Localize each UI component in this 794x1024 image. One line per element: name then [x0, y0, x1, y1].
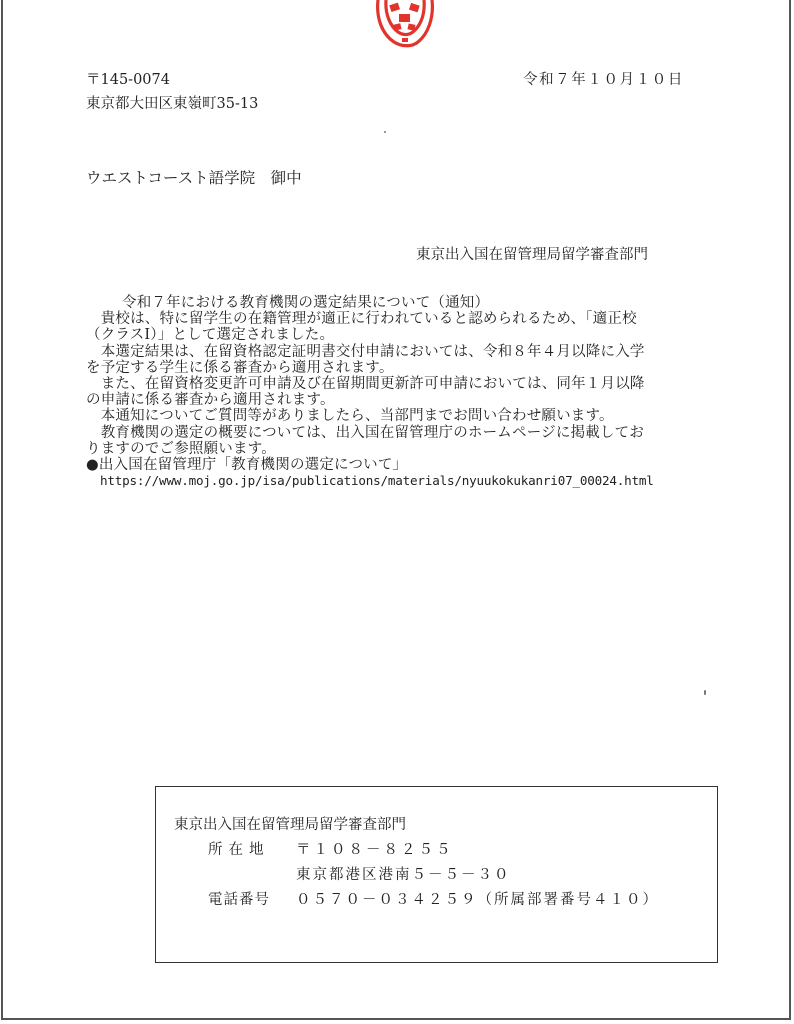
phone-label: 電話番号	[208, 892, 270, 908]
body-line: を予定する学生に係る審査から適用されます。	[86, 359, 394, 376]
issuing-department: 東京出入国在留管理局留学審査部門	[416, 247, 648, 263]
recipient-name: ウエストコースト語学院 御中	[86, 169, 302, 187]
contact-info-box	[155, 786, 718, 963]
contact-organization: 東京出入国在留管理局留学審査部門	[174, 817, 406, 833]
reference-url: https://www.moj.go.jp/isa/publications/materials/nyuukokukanri07_00024.html	[100, 473, 654, 489]
official-seal-stamp	[372, 0, 438, 50]
body-line: （クラスⅠ）」として選定されました。	[86, 327, 335, 344]
reference-heading: ●出入国在留管理庁「教育機関の選定について」	[86, 457, 408, 474]
body-line: 本通知についてご質問等がありましたら、当部門までお問い合わせ願います。	[86, 408, 614, 425]
location-label: 所在地	[208, 842, 270, 858]
scan-speck	[384, 131, 386, 133]
scan-speck	[704, 690, 706, 695]
notice-body	[86, 295, 726, 489]
document-date: 令和７年１０月１０日	[523, 72, 684, 88]
body-line: また、在留資格変更許可申請及び在留期間更新許可申請においては、同年１月以降	[86, 376, 645, 393]
sender-address: 東京都大田区東嶺町35-13	[86, 96, 259, 112]
sender-postal-code: 〒145-0074	[86, 72, 170, 88]
contact-phone: ０５７０－０３４２５９（所属部署番号４１０）	[296, 892, 659, 908]
body-line: 教育機関の選定の概要については、出入国在留管理庁のホームページに掲載してお	[86, 424, 645, 441]
body-line: 貴校は、特に留学生の在籍管理が適正に行われていると認められるため、「適正校	[86, 311, 637, 328]
body-line: の申請に係る審査から適用されます。	[86, 392, 335, 409]
body-line: 本選定結果は、在留資格認定証明書交付申請においては、令和８年４月以降に入学	[86, 343, 645, 360]
contact-postal-code: 〒１０８－８２５５	[296, 842, 454, 858]
body-line: りますのでご参照願います。	[86, 440, 276, 457]
contact-address: 東京都港区港南５－５－３０	[296, 867, 511, 883]
notice-subject: 令和７年における教育機関の選定結果について（通知）	[122, 295, 490, 311]
